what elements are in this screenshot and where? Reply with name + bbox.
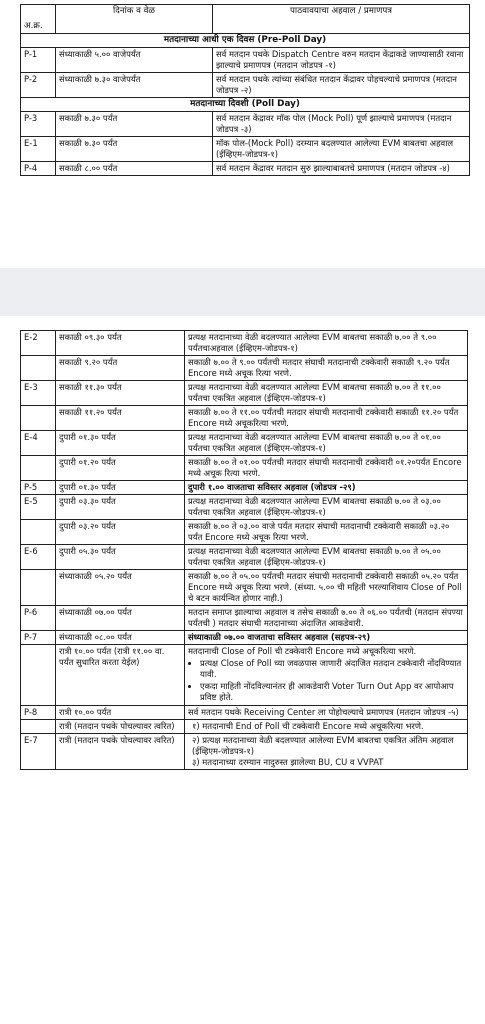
- row-id: E-2: [21, 331, 56, 356]
- row-id: P-6: [21, 606, 56, 631]
- table-row: [21, 545, 468, 570]
- table-row: [21, 381, 468, 406]
- pre-poll-and-poll-day-table: [20, 4, 470, 176]
- close-of-poll-bullets: [188, 658, 464, 703]
- table-row: [21, 720, 468, 734]
- header-date-time: दिनांक व वेळ: [56, 5, 213, 34]
- row-report: प्रत्यक्ष मतदानाच्या वेळी बदलण्यात आलेल्या EVM बाबतचा सकाळी ७.०० ते ११.०० पर्यंतचा एकत्रित अहवाल (ईव्हिएम-जोडपत्र-१): [185, 381, 468, 406]
- row-time: सकाळी ८.०० पर्यंत: [56, 162, 213, 176]
- table-row: [21, 706, 468, 720]
- row-time: सकाळी ०९.३० पर्यंत: [56, 331, 185, 356]
- poll-day-schedule-table: [20, 330, 468, 770]
- row-id: P-8: [21, 706, 56, 720]
- table-row: [21, 456, 468, 481]
- section-title: मतदानाच्या दिवशी (Poll Day): [21, 98, 470, 112]
- row-report: सकाळी ७.०० ते ९.०० पर्यंतची मतदार संघाची मतदानाची टक्केवारी सकाळी ९.२० पर्यंत Encore मध्ये अचूक रित्या भरणे.: [185, 356, 468, 381]
- row-id: [21, 645, 56, 706]
- row-time: संध्याकाळी ५.०० वाजेपर्यंत: [56, 48, 213, 73]
- row-report: प्रत्यक्ष मतदानाच्या वेळी बदलण्यात आलेल्या EVM बाबतचा सकाळी ७.०० ते ०५.०० पर्यंतचा एकत्रित अहवाल (ईव्हिएम-जोडपत्र-१): [185, 545, 468, 570]
- table-row: [21, 431, 468, 456]
- end-of-poll-item: १) मतदानाची End of Poll ची टक्केवारी Encore मध्ये अचूकरित्या भरणे.: [192, 721, 424, 731]
- schedule-rows: [21, 331, 468, 770]
- row-time: संध्याकाळी ०७.०० पर्यंत: [56, 606, 185, 631]
- table-row: [21, 495, 468, 520]
- row-id: E-4: [21, 431, 56, 456]
- row-time: दुपारी ०५.३० पर्यंत: [56, 545, 185, 570]
- section-pre-poll-day: [21, 34, 470, 48]
- row-id: [21, 720, 56, 734]
- row-report: सर्व मतदान पथके Receiving Center ला पोहोचल्याचे प्रमाणपत्र (मतदान जोडपत्र -५): [185, 706, 468, 720]
- header-report: पाठवावयाचा अहवाल / प्रमाणपत्र: [213, 5, 470, 34]
- row-report: दुपारी १.०० वाजताचा सविस्तर अहवाल (जोडपत्र -२९): [185, 481, 468, 495]
- table-row: [21, 73, 470, 98]
- row-id: E-5: [21, 495, 56, 520]
- row-report: सर्व मतदान पथके Dispatch Centre वरुन मतदान केंद्राकडे जाण्यासाठी रवाना झाल्याचे प्रमाणपत्र (मतदान जोडपत्र -१): [213, 48, 470, 73]
- table-row: [21, 162, 470, 176]
- page-separator: [0, 268, 485, 316]
- numbered-item: २) प्रत्यक्ष मतदानाच्या वेळी बदलण्यात आलेल्या EVM बाबतचा एकत्रित अंतिम अहवाल (ईव्हिएम-जोडपत्र-१): [192, 735, 454, 756]
- row-time: संध्याकाळी ०८.०० पर्यंत: [56, 631, 185, 645]
- table-row: [21, 520, 468, 545]
- table-row: [21, 356, 468, 381]
- row-time: दुपारी ०१.२० पर्यंत: [56, 456, 185, 481]
- row-id: [21, 520, 56, 545]
- table-row: [21, 481, 468, 495]
- table-row: [21, 112, 470, 137]
- row-time: सकाळी ७.३० पर्यंत: [56, 137, 213, 162]
- row-report: प्रत्यक्ष मतदानाच्या वेळी बदलण्यात आलेल्या EVM बाबतचा सकाळी ७.०० ते ०१.०० पर्यंतचा एकत्रित अहवाल (ईव्हिएम-जोडपत्र-१): [185, 431, 468, 456]
- row-time: रात्री १०.०० पर्यंत: [56, 706, 185, 720]
- table-row-close-of-poll: [21, 645, 468, 706]
- row-time: दुपारी ०१.३० पर्यंत: [56, 481, 185, 495]
- row-report: सकाळी ७.०० ते ०१.०० पर्यंतची मतदार संघाची मतदानाची टक्केवारी ०१.२०पर्यंत Encore मध्ये अचूक रित्या भरणे.: [185, 456, 468, 481]
- row-time: सकाळी ११.३० पर्यंत: [56, 381, 185, 406]
- row-time: सकाळी ९.२० पर्यंत: [56, 356, 185, 381]
- row-id: E-3: [21, 381, 56, 406]
- bullet-item: • प्रत्यक्ष Close of Poll च्या जवळपास जाणारी अंदाजित मतदान टक्केवारी नोंदविण्यात यावी.: [200, 658, 464, 680]
- row-time: दुपारी ०१.३० पर्यंत: [56, 431, 185, 456]
- page-one: [0, 0, 485, 268]
- row-id: [21, 570, 56, 606]
- row-report: प्रत्यक्ष मतदानाच्या वेळी बदलण्यात आलेल्या EVM बाबतचा सकाळी ७.०० ते ९.०० पर्यंतचाअहवाल (ईव्हिएम-जोडपत्र-१): [185, 331, 468, 356]
- row-id: P-3: [21, 112, 56, 137]
- row-report: सर्व मतदान पथके त्यांच्या संबंधित मतदान केंद्रावर पोहचल्याचे प्रमाणपत्र (मतदान जोडपत्र -२): [213, 73, 470, 98]
- table-row: [21, 137, 470, 162]
- row-report: सर्व मतदान केंद्रावर मतदान सुरु झाल्याबाबतचे प्रमाणपत्र (मतदान जोडपत्र -४): [213, 162, 470, 176]
- row-time: सकाळी ७.३० पर्यंत: [56, 112, 213, 137]
- row-time: संध्याकाळी ७.३० वाजेपर्यंत: [56, 73, 213, 98]
- close-of-poll-intro: मतदानाची Close of Poll ची टक्केवारी Encore मध्ये अचूकरित्या भरणे.: [188, 646, 417, 656]
- row-time: रात्री (मतदान पथके पोचल्यावर त्वरित): [56, 734, 185, 770]
- table-row: [21, 48, 470, 73]
- row-time: रात्री १०.०० पर्यंत (रात्री ११.०० वा. पर्यंत सुधारित करता येईल): [56, 645, 185, 706]
- row-time: रात्री (मतदान पथके पोचल्यावर त्वरित): [56, 720, 185, 734]
- table-row: [21, 734, 468, 770]
- row-id: P-2: [21, 73, 56, 98]
- row-time: सकाळी ११.२० पर्यंत: [56, 406, 185, 431]
- row-id: [21, 406, 56, 431]
- numbered-item: ३) मतदानाच्या दरम्यान नादुरुस्त झालेल्या BU, CU व VVPAT: [192, 757, 384, 767]
- row-report: मॉक पोल-(Mock Poll) दरम्यान बदलण्यात आलेल्या EVM बाबतचा अहवाल (ईव्हिएम-जोडपत्र-१): [213, 137, 470, 162]
- row-time: दुपारी ०३.३० पर्यंत: [56, 495, 185, 520]
- bullet-item: • एकदा माहिती नोंदविल्यानंतर ही आकडेवारी Voter Turn Out App वर आपोआप प्रविष्ट होते.: [200, 681, 464, 703]
- row-report: सर्व मतदान केंद्रावर मॉक पोल (Mock Poll) पूर्ण झाल्याचे प्रमाणपत्र (मतदान जोडपत्र -३): [213, 112, 470, 137]
- row-report: सकाळी ७.०० ते ०३.०० वाजे पर्यंत मतदार संघाची मतदानाची टक्केवारी सकाळी ०३.२० पर्यंत Encore मध्ये अचूक रित्या भरणे.: [185, 520, 468, 545]
- row-report: [185, 720, 468, 734]
- row-report: [185, 645, 468, 706]
- section-poll-day: [21, 98, 470, 112]
- row-id: E-1: [21, 137, 56, 162]
- table-row: [21, 606, 468, 631]
- table-row: [21, 331, 468, 356]
- row-report: प्रत्यक्ष मतदानाच्या वेळी बदलण्यात आलेल्या EVM बाबतचा सकाळी ७.०० ते ०३.०० पर्यंतचा एकत्रित अहवाल (ईव्हिएम-जोडपत्र-१): [185, 495, 468, 520]
- row-report: संध्याकाळी ०७.०० वाजताचा सविस्तर अहवाल (सहपत्र-२९): [185, 631, 468, 645]
- row-id: E-7: [21, 734, 56, 770]
- row-report: सकाळी ७.०० ते ०५.०० पर्यंतची मतदार संघाची मतदानाची टक्केवारी सकाळी ०५.२० पर्यंत Encore मध्ये अचूक रित्या भरणे. (संध्या. ५.०० ची महिती भरल्याशिवाय Close of Poll चे बटन कार्यन्वित होणार नाही.): [185, 570, 468, 606]
- row-id: P-7: [21, 631, 56, 645]
- table-row: [21, 570, 468, 606]
- row-id: P-4: [21, 162, 56, 176]
- table-header-row: [21, 5, 470, 34]
- row-id: [21, 456, 56, 481]
- table-row: [21, 631, 468, 645]
- row-report: [185, 734, 468, 770]
- header-serial: अ.क्र.: [21, 5, 56, 34]
- row-report: मतदान समाप्त झाल्याचा अहवाल व तसेच सकाळी ७.०० ते ०६.०० पर्यंतची (मतदान संपण्या पर्यंतची ) मतदार संघाची मतदानाच्या अंदाजित आकडेवारी.: [185, 606, 468, 631]
- row-time: दुपारी ०३.२० पर्यंत: [56, 520, 185, 545]
- row-id: [21, 356, 56, 381]
- row-time: संध्याकाळी ०५.२० पर्यंत: [56, 570, 185, 606]
- row-id: P-1: [21, 48, 56, 73]
- row-report: सकाळी ७.०० ते ११.०० पर्यंतची मतदार संघाची मतदानाची टक्केवारी सकाळी ११.२० पर्यंत Encore मध्ये अचूकरित्या भरणे.: [185, 406, 468, 431]
- row-id: E-6: [21, 545, 56, 570]
- table-row: [21, 406, 468, 431]
- row-id: P-5: [21, 481, 56, 495]
- section-title: मतदानाच्या आधी एक दिवस (Pre-Poll Day): [21, 34, 470, 48]
